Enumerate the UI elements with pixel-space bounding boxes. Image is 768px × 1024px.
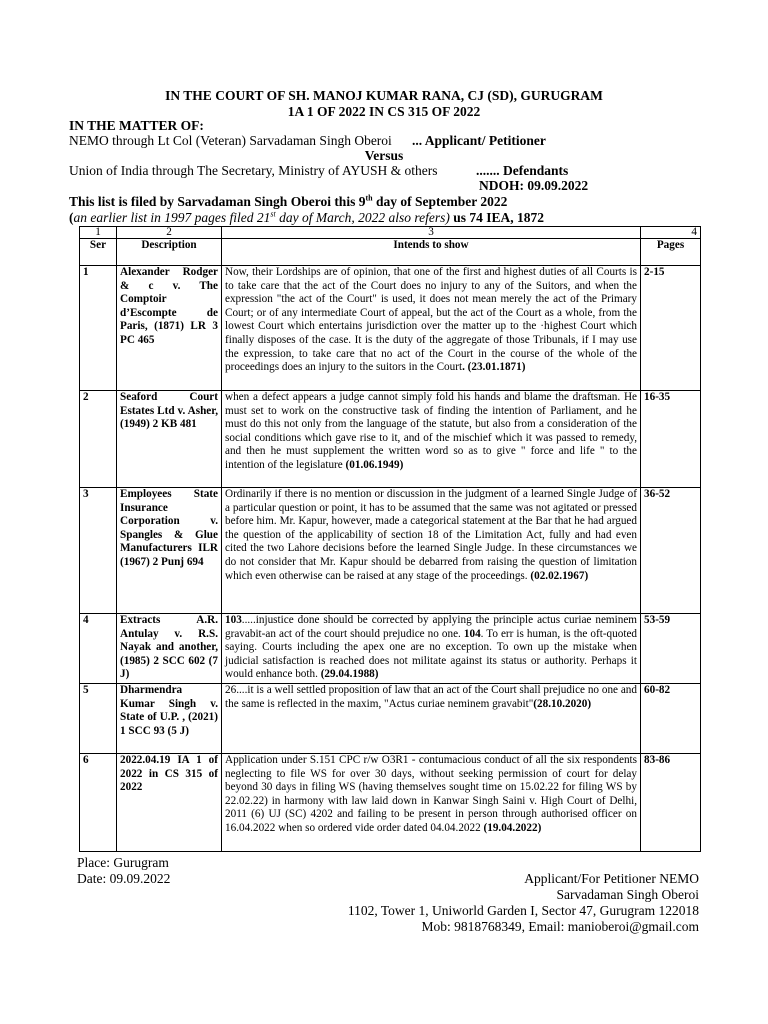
earlier-text: an earlier list in 1997 pages filed 21	[73, 210, 271, 225]
applicant-name: NEMO through Lt Col (Veteran) Sarvadaman Singh Oberoi	[69, 133, 392, 148]
row-description: Seaford Court Estates Ltd v. Asher, (1949) 2 KB 481	[117, 391, 222, 488]
table-row	[80, 266, 701, 391]
row-pages: 36-52	[641, 488, 701, 614]
row-ser: 2	[80, 391, 117, 488]
table-row	[80, 684, 701, 754]
row-pages: 60-82	[641, 684, 701, 754]
row-ser: 5	[80, 684, 117, 754]
versus-label: Versus	[364, 148, 404, 163]
intends-date: (19.04.2022)	[483, 821, 542, 834]
row-ser: 1	[80, 266, 117, 391]
header-intends: Intends to show	[222, 239, 641, 266]
matter-label: IN THE MATTER OF:	[69, 118, 204, 133]
header-pages: Pages	[641, 239, 701, 266]
row-description: 2022.04.19 IA 1 of 2022 in CS 315 of 2022	[117, 754, 222, 852]
header-row	[80, 239, 701, 266]
filing-sup: th	[365, 193, 373, 203]
section-ref: us 74 IEA, 1872	[449, 210, 544, 225]
filing-text: This list is filed by Sarvadaman Singh Oberoi this 9	[69, 194, 366, 209]
filing-statement	[69, 194, 507, 210]
signature-address: 1102, Tower 1, Uniworld Garden I, Sector 47, Gurugram 122018	[347, 903, 699, 918]
row-intends	[222, 488, 641, 614]
intends-date: (29.04.1988)	[320, 668, 379, 681]
col-number: 2	[117, 227, 222, 239]
row-ser: 4	[80, 614, 117, 684]
row-intends	[222, 684, 641, 754]
row-pages: 16-35	[641, 391, 701, 488]
col-number: 1	[80, 227, 117, 239]
date: Date: 09.09.2022	[77, 871, 171, 886]
table-row	[80, 391, 701, 488]
row-pages: 2-15	[641, 266, 701, 391]
para-number: 104	[463, 627, 481, 640]
row-description: Alexander Rodger & c v. The Comptoir d’Escompte de Paris, (1871) LR 3 PC 465	[117, 266, 222, 391]
case-number-heading: 1A 1 OF 2022 IN CS 315 OF 2022	[287, 104, 481, 119]
defendant-name: Union of India through The Secretary, Ministry of AYUSH & others	[69, 163, 438, 178]
col-number: 4	[641, 227, 701, 239]
row-description: Extracts A.R. Antulay v. R.S. Nayak and another, (1985) 2 SCC 602 (7 J)	[117, 614, 222, 684]
row-intends	[222, 266, 641, 391]
intends-text: . To err is human, is the oft-quoted saying. Courts including the apex one are no exception. To own up the mistake when judicial satisfaction is reached does not militate against its status or authority. Perhaps it would enhance both.	[225, 627, 637, 681]
intends-text: Ordinarily if there is no mention or discussion in the judgment of a learned Single Judge of a particular question or point, it has to be assumed that the same was not agitated or pressed before him. Mr. Kapur, however, made a categorical statement at the Bar that he had argued the question of the applicability of section 18 of the Limitation Act, fully and had even cited the two Lahore decisions before the learned Single Judge. In these circumstances we do not consider that Mr. Kapur should be debarred from raising the question of limitation which even otherwise can be raised at any stage of the proceedings.	[225, 488, 637, 582]
intends-date: (02.02.1967)	[530, 569, 589, 582]
row-description: Employees State Insurance Corporation v. Spangles & Glue Manufacturers ILR (1967) 2 Punj 694	[117, 488, 222, 614]
intends-text: 26....it is a well settled proposition of law that an act of the Court shall prejudice no one and the same is reflected in the maxim, "Actus curiae neminem gravabit"	[225, 684, 637, 710]
col-number: 3	[222, 227, 641, 239]
earlier-text-end: day of March, 2022 also refers)	[275, 210, 450, 225]
row-intends	[222, 391, 641, 488]
para-number: 103	[225, 614, 242, 626]
intends-date: (28.10.2020)	[533, 697, 592, 710]
intends-text: Application under S.151 CPC r/w O3R1 - contumacious conduct of all the six respondents neglecting to file WS for over 30 days, without seeking permission of court for delay beyond 30 days in filing WS (having themselves sought time on 15.02.22 for filing WS by 22.02.22) in harmony with law laid down in Kanwar Singh Saini v. High Court of Delhi, 2011 (6) UJ (SC) 4202 and failing to be present in person through authorised officer on 16.04.2022 when so ordered vide order dated 04.04.2022	[225, 754, 637, 834]
table-row	[80, 754, 701, 852]
row-description: Dharmendra Kumar Singh v. State of U.P. , (2021) 1 SCC 93 (5 J)	[117, 684, 222, 754]
applicant-role: ... Applicant/ Petitioner	[412, 133, 546, 148]
table-row	[80, 614, 701, 684]
signature-contact: Mob: 9818768349, Email: manioberoi@gmail.com	[421, 919, 699, 934]
intends-text: when a defect appears a judge cannot simply fold his hands and blame the draftsman. He must set to work on the constructive task of finding the intention of Parliament, and he must do this not only from the language of the statute, but also from a consideration of the social conditions which gave rise to it, and of the mischief which it was passed to remedy, and then he must supplement the written word so as to give " force and life " to the intention of the legislature	[225, 391, 637, 471]
signature-name: Sarvadaman Singh Oberoi	[556, 887, 699, 902]
place: Place: Gurugram	[77, 855, 169, 870]
row-pages: 83-86	[641, 754, 701, 852]
row-ser: 3	[80, 488, 117, 614]
earlier-sup: st	[270, 209, 276, 219]
row-pages: 53-59	[641, 614, 701, 684]
court-heading: IN THE COURT OF SH. MANOJ KUMAR RANA, CJ (SD), GURUGRAM	[165, 88, 603, 103]
header-ser: Ser	[80, 239, 117, 266]
header-description: Description	[117, 239, 222, 266]
intends-text: .....injustice done should be corrected by applying the principle actus curiae neminem gravabit-an act of the court should prejudice no one.	[225, 614, 637, 640]
intends-date: (01.06.1949)	[345, 458, 404, 471]
documents-table	[79, 226, 701, 852]
row-intends	[222, 754, 641, 852]
intends-text: Now, their Lordships are of opinion, that one of the first and highest duties of all Courts is to take care that the act of the Court does no injury to any of the Suitors, and when the expression "the act of the Court" is used, it does not mean merely the act of the Primary Court; or of any intermediate Court of appeal, but the act of the Court as a whole, from the lowest Court which entertains jurisdiction over the matter up to the ·highest Court which finally disposes of the case. It is the duty of the aggregate of those Tribunals, if I may use the expression, to take care that no act of the Court in the course of the whole of the proceedings does an injury to the suitors in the Court	[225, 266, 637, 374]
row-ser: 6	[80, 754, 117, 852]
column-number-row	[80, 227, 701, 239]
table-row	[80, 488, 701, 614]
ndoh-date: NDOH: 09.09.2022	[479, 178, 589, 193]
filing-text-end: day of September 2022	[372, 194, 508, 209]
earlier-list-note: (an earlier list in 1997 pages filed 21st day of March, 2022 also refers) us 74 IEA, 1872	[69, 209, 544, 225]
defendant-role: ....... Defendants	[476, 163, 569, 178]
intends-date: . (23.01.1871)	[462, 361, 526, 374]
row-intends	[222, 614, 641, 684]
signature-role: Applicant/For Petitioner NEMO	[524, 871, 699, 886]
